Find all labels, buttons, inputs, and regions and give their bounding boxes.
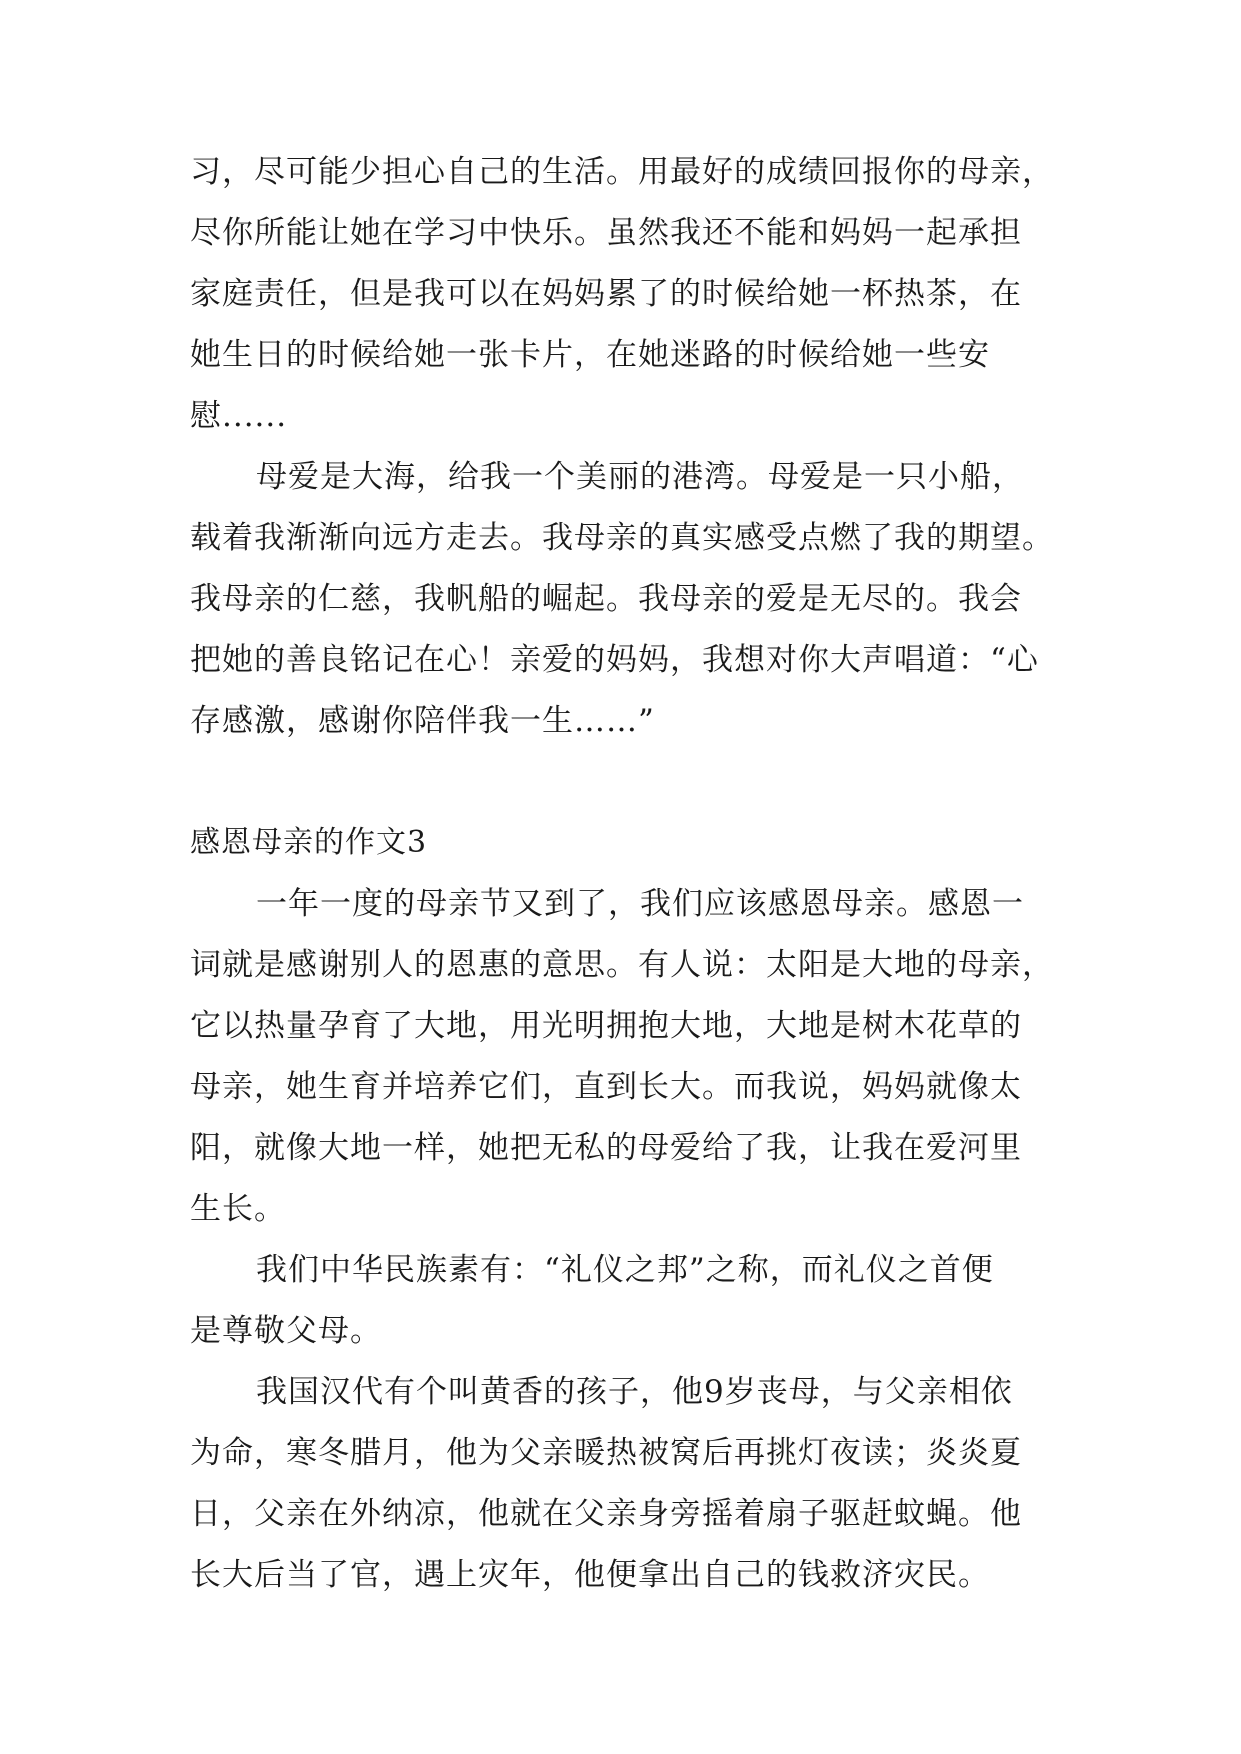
text-line: 母亲，她生育并培养它们，直到长大。而我说，妈妈就像太 — [190, 1069, 1022, 1105]
text-line: 我国汉代有个叫黄香的孩子，他9岁丧母，与父亲相依 — [256, 1374, 1013, 1410]
text-line: 阳，就像大地一样，她把无私的母爱给了我，让我在爱河里 — [190, 1130, 1022, 1166]
text-line: 习，尽可能少担心自己的生活。用最好的成绩回报你的母亲， — [190, 154, 1054, 190]
paragraph-5 — [190, 1362, 1060, 1606]
text-line: 我母亲的仁慈，我帆船的崛起。我母亲的爱是无尽的。我会 — [190, 581, 1022, 617]
text-line: 载着我渐渐向远方走去。我母亲的真实感受点燃了我的期望。 — [190, 520, 1054, 556]
text-line: 它以热量孕育了大地，用光明拥抱大地，大地是树木花草的 — [190, 1008, 1022, 1044]
text-line: 慰...... — [190, 398, 288, 434]
text-line: 日，父亲在外纳凉，他就在父亲身旁摇着扇子驱赶蚊蝇。他 — [190, 1496, 1022, 1532]
text-line: 是尊敬父母。 — [190, 1313, 382, 1349]
text-line: 尽你所能让她在学习中快乐。虽然我还不能和妈妈一起承担 — [190, 215, 1022, 251]
paragraph-2 — [190, 447, 1060, 752]
text-line: 为命，寒冬腊月，他为父亲暖热被窝后再挑灯夜读；炎炎夏 — [190, 1435, 1022, 1471]
section-heading: 感恩母亲的作文3 — [190, 825, 428, 860]
text-line: 长大后当了官，遇上灾年，他便拿出自己的钱救济灾民。 — [190, 1557, 990, 1593]
text-line: 存感激，感谢你陪伴我一生……” — [190, 703, 655, 739]
text-line: 她生日的时候给她一张卡片，在她迷路的时候给她一些安 — [190, 337, 990, 373]
paragraph-4 — [190, 1240, 1060, 1362]
text-line: 把她的善良铭记在心！亲爱的妈妈，我想对你大声唱道：“心 — [190, 642, 1039, 678]
text-line: 母爱是大海，给我一个美丽的港湾。母爱是一只小船， — [256, 459, 1024, 495]
text-line: 生长。 — [190, 1191, 286, 1227]
text-line: 家庭责任，但是我可以在妈妈累了的时候给她一杯热茶，在 — [190, 276, 1022, 312]
paragraph-3 — [190, 874, 1060, 1240]
text-line: 词就是感谢别人的恩惠的意思。有人说：太阳是大地的母亲， — [190, 947, 1054, 983]
paragraph-1 — [190, 142, 1060, 447]
text-line: 一年一度的母亲节又到了，我们应该感恩母亲。感恩一 — [256, 886, 1024, 922]
section-gap — [190, 752, 1060, 812]
text-line: 我们中华民族素有：“礼仪之邦”之称，而礼仪之首便 — [256, 1252, 994, 1288]
document-body — [190, 142, 1060, 1606]
